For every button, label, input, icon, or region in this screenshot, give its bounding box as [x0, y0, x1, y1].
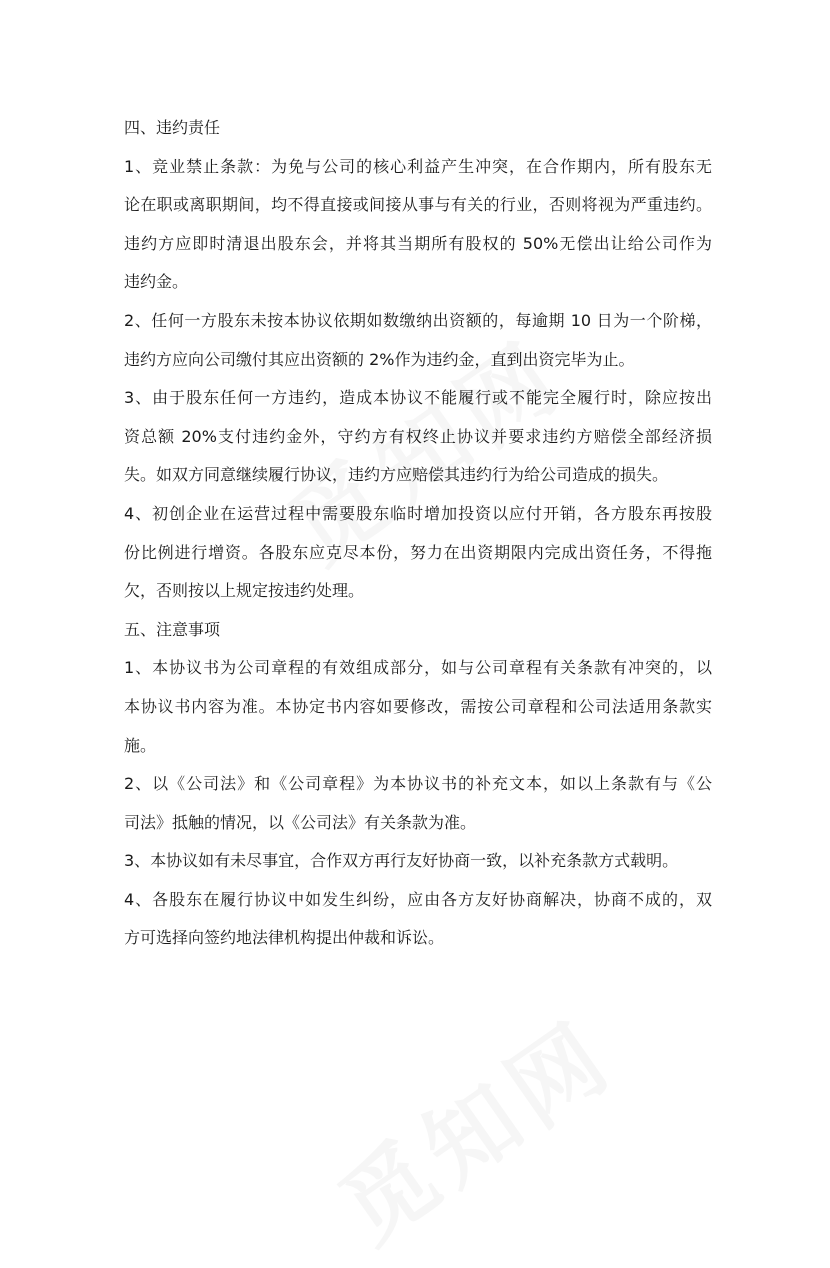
section-heading	[124, 109, 712, 148]
text-line: 违约方应向公司缴付其应出资额的 2%作为违约金，直到出资完毕为止。	[124, 349, 635, 369]
text-line: 4、初创企业在运营过程中需要股东临时增加投资以应付开销，各方股东再按股	[124, 503, 712, 523]
text-line: 欠，否则按以上规定按违约处理。	[124, 581, 365, 601]
document-body	[124, 109, 712, 958]
text-line: 4、各股东在履行协议中如发生纠纷，应由各方友好协商解决，协商不成的，双	[124, 889, 712, 909]
text-line: 2、任何一方股东未按本协议依期如数缴纳出资额的，每逾期 10 日为一个阶梯，	[124, 310, 712, 330]
text-line: 论在职或离职期间，均不得直接或间接从事与有关的行业，否则将视为严重违约。	[124, 195, 712, 215]
text-line: 违约金。	[124, 272, 189, 292]
text-line: 施。	[124, 735, 157, 755]
paragraph	[124, 379, 712, 495]
text-line: 份比例进行增资。各股东应克尽本份，努力在出资期限内完成出资任务，不得拖	[124, 542, 712, 562]
text-line: 1、本协议书为公司章程的有效组成部分，如与公司章程有关条款有冲突的，以	[124, 658, 712, 678]
text-line: 方可选择向签约地法律机构提出仲裁和诉讼。	[124, 928, 445, 948]
text-line: 违约方应即时清退出股东会，并将其当期所有股权的 50%无偿出让给公司作为	[124, 233, 712, 253]
text-line: 1、竞业禁止条款：为免与公司的核心利益产生冲突，在合作期内，所有股东无	[124, 156, 712, 176]
text-line: 3、本协议如有未尽事宜，合作双方再行友好协商一致，以补充条款方式载明。	[124, 851, 679, 871]
text-line: 五、注意事项	[124, 619, 221, 639]
paragraph	[124, 302, 712, 379]
watermark	[310, 984, 636, 1268]
text-line: 3、由于股东任何一方违约，造成本协议不能履行或不能完全履行时，除应按出	[124, 388, 712, 408]
paragraph	[124, 649, 712, 765]
text-line: 本协议书内容为准。本协定书内容如要修改，需按公司章程和公司法适用条款实	[124, 696, 712, 716]
paragraph	[124, 495, 712, 611]
text-line: 资总额 20%支付违约金外，守约方有权终止协议并要求违约方赔偿全部经济损	[124, 426, 712, 446]
text-line: 失。如双方同意继续履行协议，违约方应赔偿其违约行为给公司造成的损失。	[124, 465, 669, 485]
paragraph	[124, 765, 712, 842]
paragraph	[124, 881, 712, 958]
paragraph	[124, 148, 712, 302]
section-heading	[124, 611, 712, 650]
paragraph	[124, 842, 712, 881]
text-line: 2、以《公司法》和《公司章程》为本协议书的补充文本，如以上条款有与《公	[124, 774, 712, 794]
text-line: 四、违约责任	[124, 118, 221, 137]
text-line: 司法》抵触的情况，以《公司法》有关条款为准。	[124, 812, 477, 832]
